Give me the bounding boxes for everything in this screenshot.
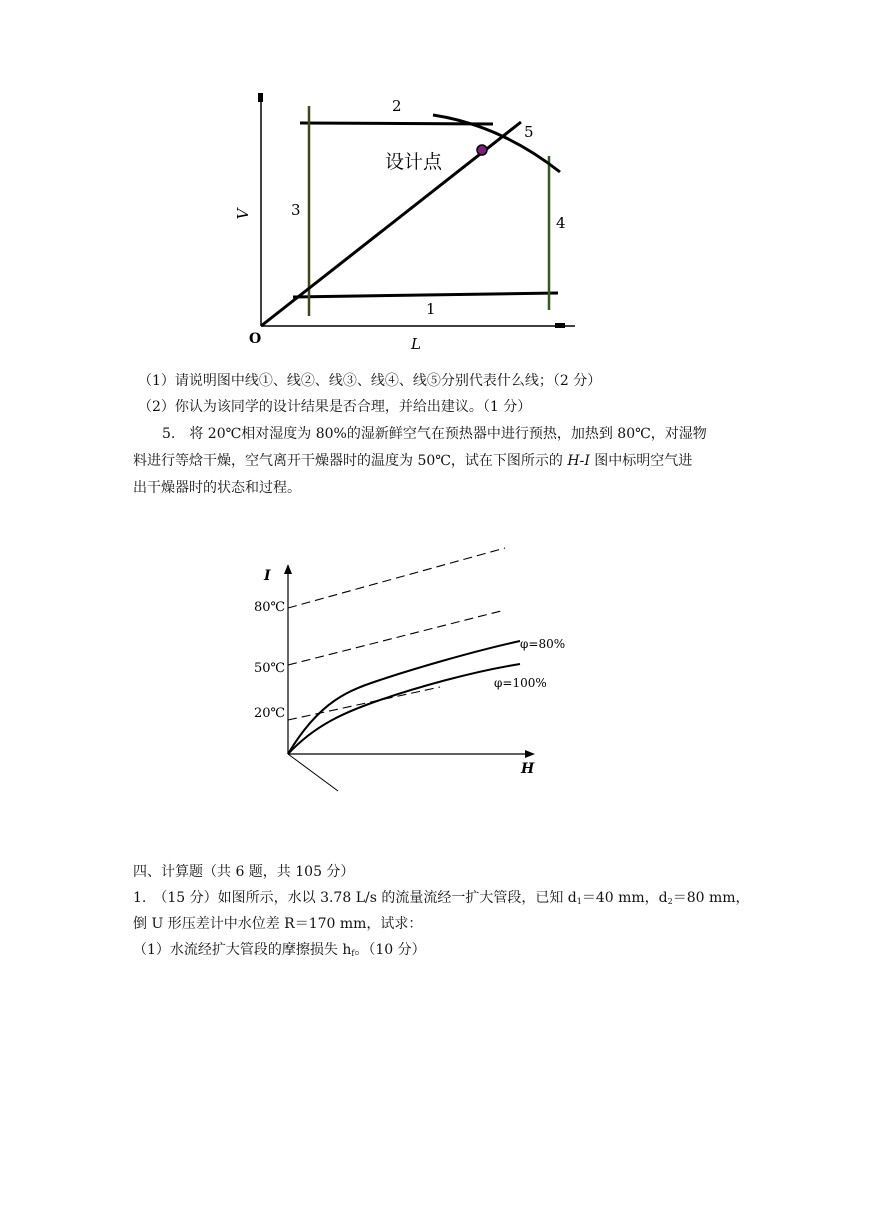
curve-phi-80 (288, 641, 520, 754)
calc-1-sub-1-text: （1）水流经扩大管段的摩擦损失 h (133, 942, 352, 958)
calc-1-text-c: ＝80 mm， (672, 890, 750, 906)
d1-subscript: 1 (576, 897, 582, 906)
question-2: （2）你认为该同学的设计结果是否合理，并给出建议。（1 分） (138, 399, 532, 415)
y-axis-label: V (234, 208, 252, 220)
design-point-marker (477, 145, 487, 155)
curve-label-phi-100: φ=100% (494, 676, 547, 690)
hi-chart-ref: H-I (567, 453, 590, 469)
line-3-label: 3 (291, 201, 301, 219)
temp-label-20: 20℃ (254, 706, 286, 721)
calc-1-line-2: 倒 U 形压差计中水位差 R＝170 mm，试求： (133, 916, 423, 932)
line-4-label: 4 (556, 214, 566, 232)
problem-5-line-2-text: 料进行等焓干燥，空气离开干燥器时的温度为 50℃，试在下图所示的 (133, 453, 568, 469)
calc-1-text-b: ＝40 mm，d (581, 890, 668, 906)
y-axis-arrow (258, 93, 263, 102)
curve-label-phi-80: φ=80% (520, 637, 566, 651)
hf-subscript: f (351, 949, 355, 958)
isotherm-50 (288, 610, 505, 665)
lower-tail-line (288, 754, 338, 791)
i-axis-label: I (264, 568, 271, 584)
h-i-diagram (0, 540, 869, 810)
calc-1-line-1 (133, 888, 750, 912)
x-axis-arrow (555, 323, 565, 328)
calc-1-sub-1-points: 。（10 分） (354, 942, 426, 958)
line-2-label: 2 (392, 97, 402, 115)
temp-label-50: 50℃ (254, 661, 286, 676)
line-1-label: 1 (426, 300, 436, 318)
d2-subscript: 2 (667, 897, 673, 906)
section-4-title: 四、计算题（共 6 题，共 105 分） (133, 864, 355, 880)
operating-line-diagram (0, 0, 869, 360)
i-axis-arrow (284, 564, 292, 574)
temp-label-80: 80℃ (254, 600, 286, 615)
h-axis-label: H (521, 761, 535, 777)
isotherm-20 (288, 687, 440, 720)
x-axis-label: L (411, 335, 421, 353)
line-1 (293, 293, 558, 297)
question-1: （1）请说明图中线①、线②、线③、线④、线⑤分别代表什么线；（2 分） (138, 373, 602, 389)
isotherm-80 (288, 548, 505, 608)
problem-5-line-3: 出干燥器时的状态和过程。 (133, 480, 301, 496)
design-point-label: 设计点 (385, 151, 443, 173)
calc-1-text-a: 1. （15 分）如图所示，水以 3.78 L/s 的流量流经一扩大管段，已知 d (133, 890, 577, 906)
calc-1-sub-1 (133, 940, 426, 964)
line-5-label: 5 (524, 123, 534, 141)
problem-5-line-2-text-end: 图中标明空气进 (589, 453, 693, 469)
origin-label: O (249, 331, 262, 347)
problem-5-line-1: 5. 将 20℃相对湿度为 80%的湿新鲜空气在预热器中进行预热，加热到 80℃，对湿物 (162, 426, 707, 442)
h-axis-arrow (525, 750, 535, 758)
problem-5-line-2 (133, 451, 692, 471)
